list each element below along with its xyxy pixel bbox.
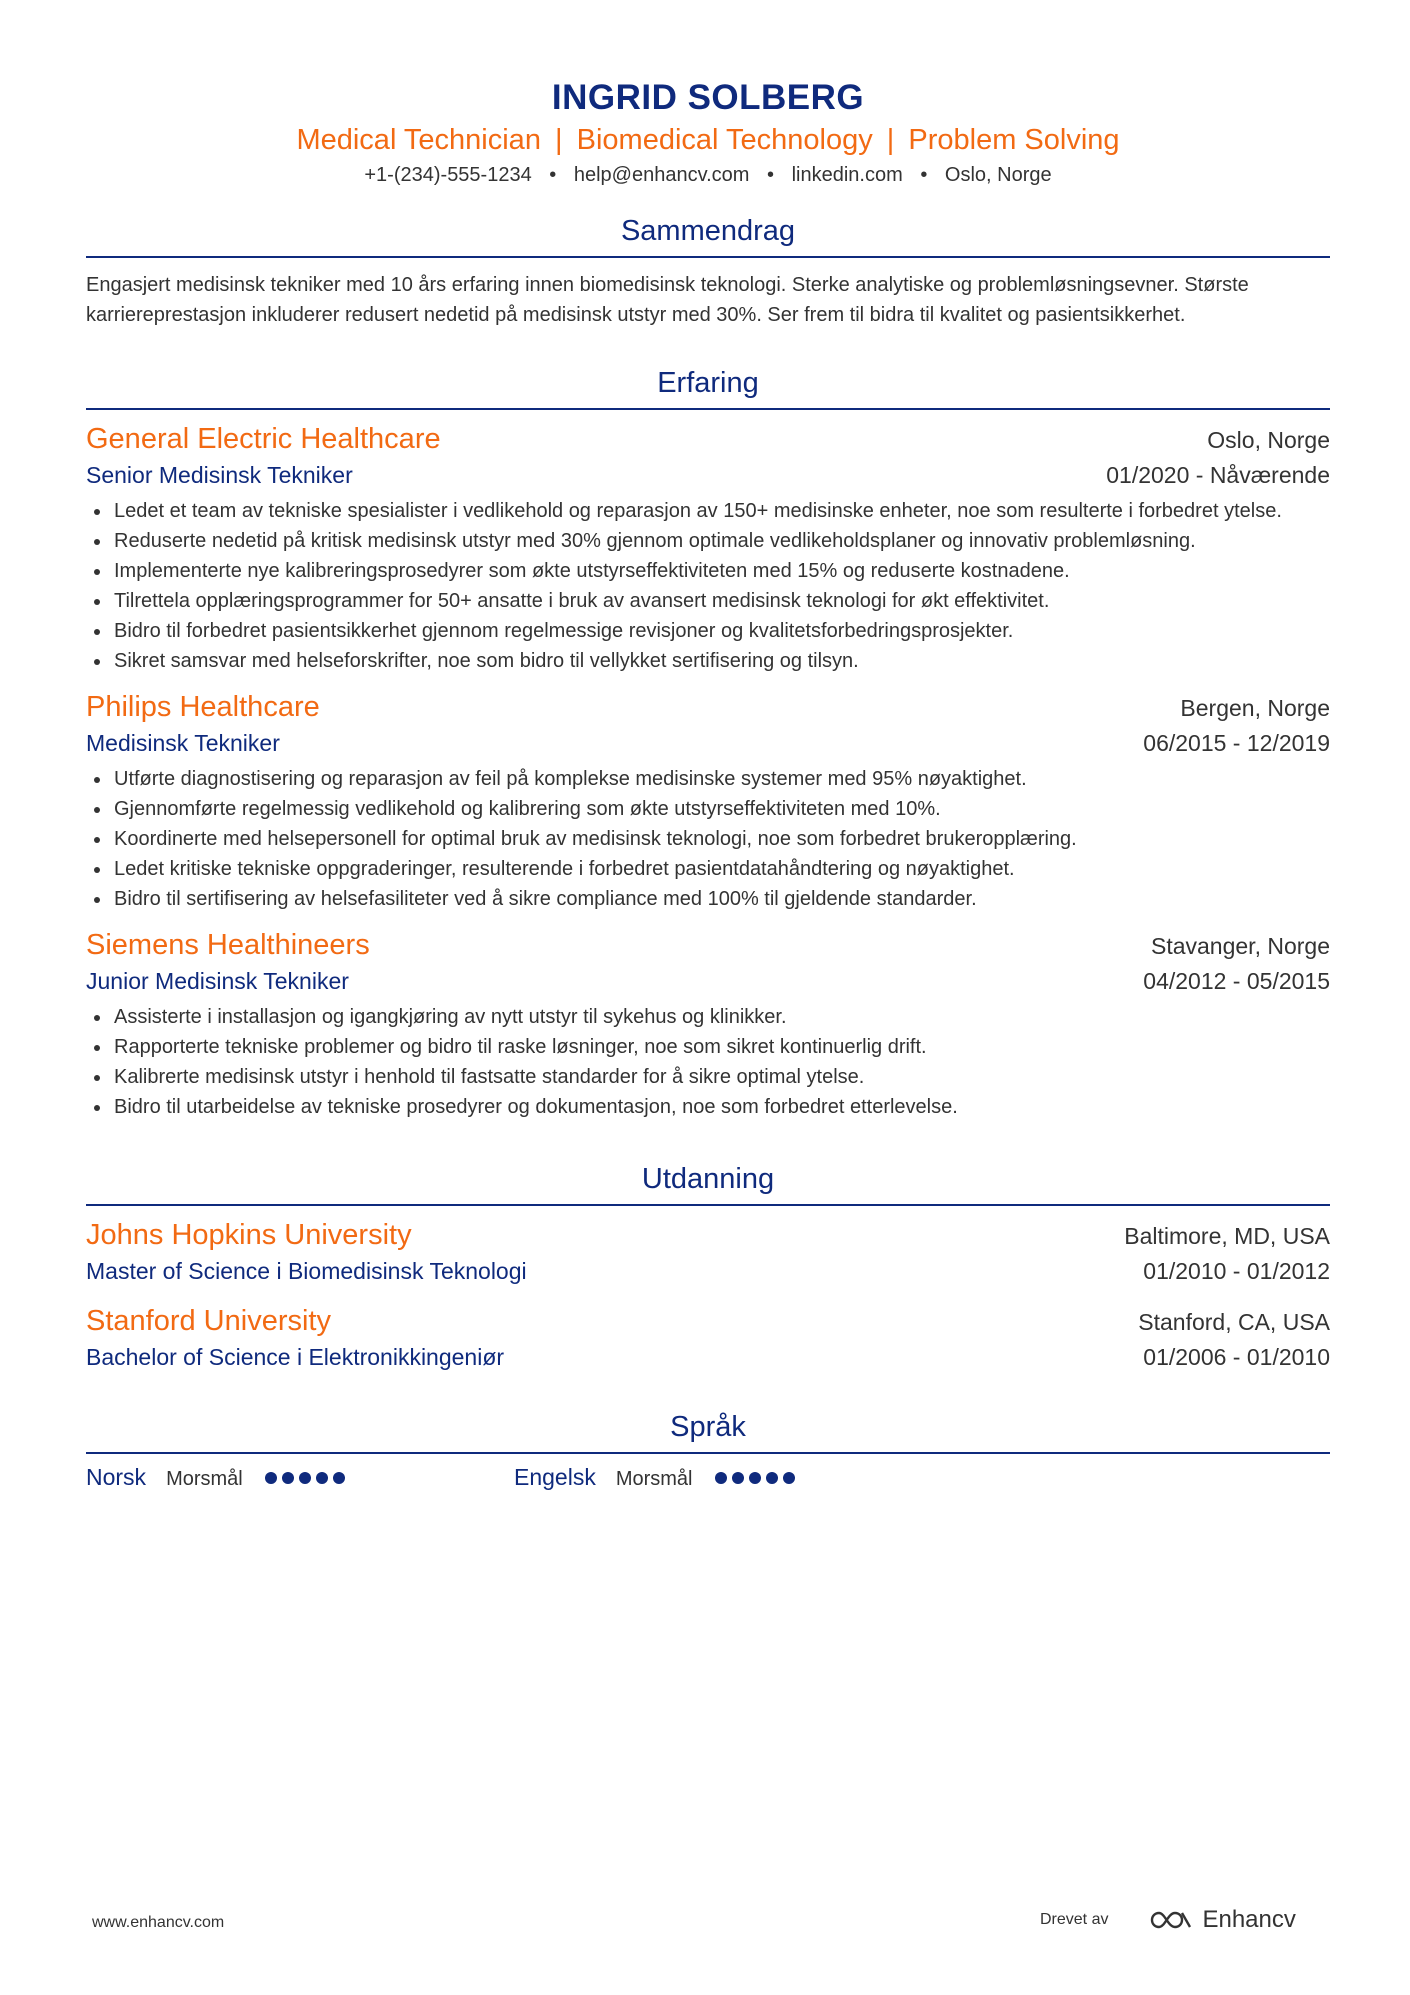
- headline: [86, 120, 1330, 160]
- experience-entry: [86, 420, 1330, 676]
- experience-section: [86, 364, 1330, 1122]
- rating-dot: [715, 1472, 727, 1484]
- language-name: Engelsk: [514, 1464, 596, 1490]
- bullet-item: Koordinerte med helsepersonell for optimal bruk av medisinsk teknologi, noe som forbedret brukeropplæring.: [86, 824, 1330, 854]
- footer-branding: [1040, 1906, 1296, 1934]
- job-location: Stavanger, Norge: [1150, 933, 1330, 959]
- language-level: Morsmål: [615, 1468, 693, 1490]
- job-bullets: [86, 1002, 1330, 1122]
- bullet-item: Bidro til sertifisering av helsefasiliteter ved å sikre compliance med 100% til gjeldende standarder.: [86, 884, 1330, 914]
- headline-separator: |: [555, 124, 563, 156]
- email-link[interactable]: help@enhancv.com: [573, 164, 750, 186]
- job-bullets: [86, 764, 1330, 914]
- section-divider: [86, 256, 1330, 258]
- rating-dot: [282, 1472, 294, 1484]
- resume-page: [86, 74, 1330, 1491]
- languages-section: [86, 1408, 1330, 1491]
- summary-text: Engasjert medisinsk tekniker med 10 års erfaring innen biomedisinsk teknologi. Sterke analytiske og problemløsningsevner. Største karriereprestasjon inkluderer redusert nedetid på medisinsk utstyr med 30%. Ser frem til bidra til kvalitet og pasientsikkerhet.: [86, 274, 1249, 326]
- bullet-item: Tilrettela opplæringsprogrammer for 50+ ansatte i bruk av avansert medisinsk teknologi for økt effektivitet.: [86, 586, 1330, 616]
- brand-name: Enhancv: [1202, 1906, 1296, 1933]
- contact-separator: •: [920, 164, 928, 186]
- headline-item: Problem Solving: [908, 124, 1120, 156]
- bullet-item: Assisterte i installasjon og igangkjøring av nytt utstyr til sykehus og klinikker.: [86, 1002, 1330, 1032]
- job-dates: 01/2020 - Nåværende: [1106, 462, 1330, 488]
- job-location: Bergen, Norge: [1180, 695, 1330, 721]
- bullet-item: Sikret samsvar med helseforskrifter, noe som bidro til vellykket sertifisering og tilsyn.: [86, 646, 1330, 676]
- language-rating: [715, 1472, 795, 1484]
- section-divider: [86, 1452, 1330, 1454]
- experience-entry: [86, 926, 1330, 1122]
- bullet-item: Rapporterte tekniske problemer og bidro til raske løsninger, noe som sikret kontinuerlig drift.: [86, 1032, 1330, 1062]
- bullet-item: Implementerte nye kalibreringsprosedyrer som økte utstyrseffektiviteten med 15% og reduserte kostnadene.: [86, 556, 1330, 586]
- language-item: [514, 1464, 942, 1491]
- education-section: [86, 1160, 1330, 1374]
- location: Oslo, Norge: [944, 164, 1052, 186]
- headline-item: Medical Technician: [296, 124, 541, 156]
- bullet-item: Utførte diagnostisering og reparasjon av feil på komplekse medisinske systemer med 95% nøyaktighet.: [86, 764, 1330, 794]
- job-dates: 04/2012 - 05/2015: [1143, 968, 1330, 994]
- section-title-summary: Sammendrag: [620, 215, 796, 247]
- rating-dot: [732, 1472, 744, 1484]
- rating-dot: [783, 1472, 795, 1484]
- rating-dot: [333, 1472, 345, 1484]
- school-name: Stanford University: [86, 1305, 331, 1337]
- bullet-item: Ledet et team av tekniske spesialister i vedlikehold og reparasjon av 150+ medisinske enheter, noe som resulterte i forbedret ytelse.: [86, 496, 1330, 526]
- bullet-item: Bidro til forbedret pasientsikkerhet gjennom regelmessige revisjoner og kvalitetsforbedringsprosjekter.: [86, 616, 1330, 646]
- rating-dot: [299, 1472, 311, 1484]
- job-dates: 06/2015 - 12/2019: [1143, 730, 1330, 756]
- enhancv-logo-icon: [1148, 1908, 1194, 1932]
- rating-dot: [766, 1472, 778, 1484]
- bullet-item: Bidro til utarbeidelse av tekniske prosedyrer og dokumentasjon, noe som forbedret etterlevelse.: [86, 1092, 1330, 1122]
- company-name: Philips Healthcare: [86, 691, 320, 723]
- language-name: Norsk: [86, 1464, 147, 1490]
- powered-by-label: Drevet av: [1040, 1911, 1109, 1928]
- bullet-item: Gjennomførte regelmessig vedlikehold og kalibrering som økte utstyrseffektiviteten med 10%.: [86, 794, 1330, 824]
- job-title: Junior Medisinsk Tekniker: [86, 968, 349, 994]
- job-title: Senior Medisinsk Tekniker: [86, 462, 353, 488]
- degree: Bachelor of Science i Elektronikkingeniør: [86, 1344, 505, 1370]
- rating-dot: [749, 1472, 761, 1484]
- footer-website[interactable]: www.enhancv.com: [92, 1914, 225, 1931]
- phone: +1-(234)-555-1234: [364, 164, 532, 186]
- section-divider: [86, 1204, 1330, 1206]
- contact-separator: •: [549, 164, 557, 186]
- candidate-name: INGRID SOLBERG: [551, 78, 865, 117]
- job-location: Oslo, Norge: [1207, 427, 1330, 453]
- section-title-languages: Språk: [670, 1411, 746, 1443]
- bullet-item: Kalibrerte medisinsk utstyr i henhold til fastsatte standarder for å sikre optimal ytelse.: [86, 1062, 1330, 1092]
- school-location: Stanford, CA, USA: [1138, 1309, 1330, 1335]
- contact-info: [86, 160, 1330, 190]
- rating-dot: [265, 1472, 277, 1484]
- education-entry: [86, 1302, 1330, 1374]
- education-dates: 01/2006 - 01/2010: [1143, 1344, 1330, 1370]
- language-item: [86, 1464, 514, 1491]
- company-name: General Electric Healthcare: [86, 423, 441, 455]
- language-rating: [265, 1472, 345, 1484]
- contact-separator: •: [767, 164, 775, 186]
- brand-logo[interactable]: [1148, 1906, 1295, 1934]
- school-location: Baltimore, MD, USA: [1124, 1223, 1330, 1249]
- headline-item: Biomedical Technology: [576, 124, 873, 156]
- linkedin-link[interactable]: linkedin.com: [791, 164, 903, 186]
- headline-separator: |: [886, 124, 895, 156]
- degree: Master of Science i Biomedisinsk Teknologi: [86, 1258, 527, 1284]
- bullet-item: Ledet kritiske tekniske oppgraderinger, resulterende i forbedret pasientdatahåndtering og nøyaktighet.: [86, 854, 1330, 884]
- section-divider: [86, 408, 1330, 410]
- section-title-experience: Erfaring: [657, 367, 759, 399]
- education-dates: 01/2010 - 01/2012: [1143, 1258, 1330, 1284]
- company-name: Siemens Healthineers: [86, 929, 370, 961]
- summary-section: [86, 212, 1330, 330]
- school-name: Johns Hopkins University: [86, 1219, 412, 1251]
- bullet-item: Reduserte nedetid på kritisk medisinsk utstyr med 30% gjennom optimale vedlikeholdsplaner og innovativ problemløsning.: [86, 526, 1330, 556]
- job-title: Medisinsk Tekniker: [86, 730, 280, 756]
- rating-dot: [316, 1472, 328, 1484]
- education-entry: [86, 1216, 1330, 1288]
- job-bullets: [86, 496, 1330, 676]
- section-title-education: Utdanning: [641, 1163, 775, 1195]
- experience-entry: [86, 688, 1330, 914]
- language-level: Morsmål: [166, 1468, 243, 1490]
